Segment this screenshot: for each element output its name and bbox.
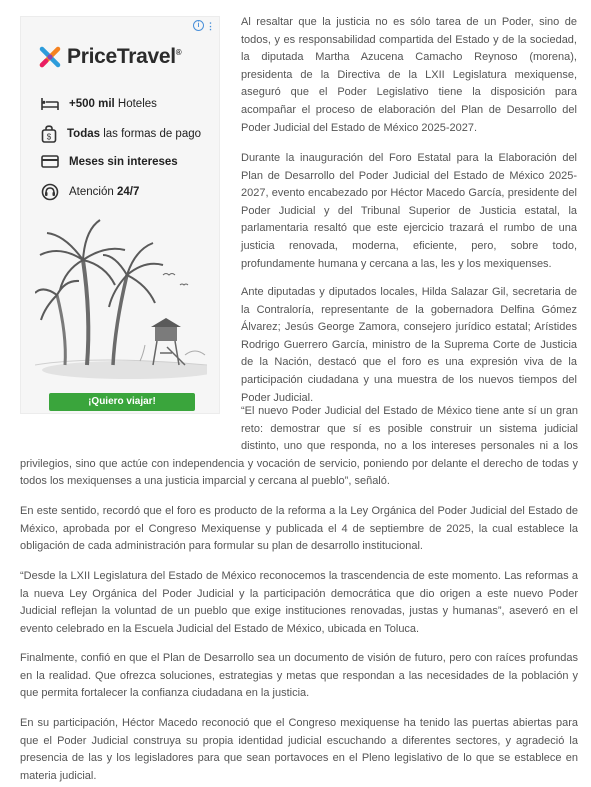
payment-bag-icon <box>41 125 57 143</box>
logo-reg: ® <box>175 48 182 57</box>
credit-card-icon <box>41 155 59 168</box>
article-paragraph-7: Finalmente, confió en que el Plan de Desarrollo sea un documento de visión de futuro, pero con raíces profundas en la realidad. Que ofrezca soluciones, estrategias y metas que respondan a las necesidades de la población y que permita fortalecer la confianza ciudadana en la justicia. <box>20 652 578 700</box>
feature-hotels <box>41 97 157 111</box>
feature-support-bold: 24/7 <box>116 186 140 198</box>
article-paragraph-4: “El nuevo Poder Judicial del Estado de México tiene ante sí un gran reto: demostrar que sí es posible construir un sistema judicial distinto, uno que responda, no a los intereses personales ni a los privilegios, sino que actúe con independencia y vocación de servicio, poniendo por delante el derecho de todas y todos los mexiquenses a una justicia imparcial y cercana al pueblo”, señaló. <box>20 405 578 488</box>
article-paragraph-5: En este sentido, recordó que el foro es producto de la reforma a la Ley Orgánica del Poder Judicial del Estado de México, aprobada por el Congreso Mexiquense y publicada el 4 de septiembre de 2025, la cual establece la obligación de cada administración para formular su plan de desarrollo institucional. <box>20 505 578 553</box>
pricetravel-logo <box>39 45 181 69</box>
info-icon[interactable]: i <box>193 20 204 31</box>
article-paragraph-1: Al resaltar que la justicia no es sólo tarea de un Poder, sino de todos, y es responsabilidad compartida del Estado y de la sociedad, la diputada Martha Azucena Camacho Reynoso (morena), presidenta de la Directiva de la LXII Legislatura mexiquense, aseguró que el Poder Legislativo tiene la disposición para acompañar el proceso de elaboración del Plan de Desarrollo del Poder Judicial del Estado de México 2025-2027. <box>241 16 577 134</box>
article-paragraph-4-block <box>20 403 578 491</box>
quiero-viajar-button[interactable]: ¡Quiero viajar! <box>49 393 195 411</box>
pricetravel-x-icon <box>39 46 61 68</box>
feature-hotels-bold: +500 mil <box>69 98 115 110</box>
headset-icon <box>41 183 59 201</box>
feature-hotels-text: Hoteles <box>114 98 157 110</box>
feature-support <box>41 183 139 201</box>
article-paragraph-2: Durante la inauguración del Foro Estatal para la Elaboración del Plan de Desarrollo del Poder Judicial del Estado de México 2025-2027, evento encabezado por Héctor Macedo García, presidente del Poder Judicial y del Tribunal Superior de Justicia estatal, la parlamentaria resaltó que este ejercicio trazará el rumbo de una justicia renovada, moderna, eficiente, pero, sobre todo, profundamente humana y cercana a las, les y los mexiquenses. <box>241 152 577 270</box>
logo-brand: PriceTravel <box>67 45 176 68</box>
article-paragraph-8: En su participación, Héctor Macedo reconoció que el Congreso mexiquense ha tenido las puertas abiertas para que el Poder Judicial construya su propia identidad judicial escuchando a diferentes sectores, y agradeció la presencia de las y los legisladores para que sean portavoces en el Pleno legislativo de lo que se establece en materia judicial. <box>20 717 578 782</box>
ad-float-spacer <box>20 403 241 455</box>
ad-choices[interactable] <box>193 20 215 31</box>
feature-payment-bold: Todas <box>67 128 101 140</box>
palm-beach-illustration <box>35 215 207 385</box>
feature-months <box>41 155 178 168</box>
feature-support-pre: Atención <box>69 186 117 198</box>
feature-months-bold: Meses sin intereses <box>69 155 178 168</box>
advertisement-banner[interactable] <box>20 16 220 414</box>
feature-payment-text: las formas de pago <box>100 128 202 140</box>
article-paragraph-6: “Desde la LXII Legislatura del Estado de México reconocemos la trascendencia de este momento. Las reformas a la nueva Ley Orgánica del Poder Judicial y la participación democrática que dio origen a este nuevo Poder Judicial reflejan la voluntad de un pueblo que exige instituciones renovadas, justas y humanas”, aseveró en el evento celebrado en la Escuela Judicial del Estado de México, ubicada en Toluca. <box>20 570 578 635</box>
article-paragraph-3: Ante diputadas y diputados locales, Hilda Salazar Gil, secretaria de la Contraloría, representante de la gobernadora Delfina Gómez Álvarez; Jesús George Zamora, consejero jurídico estatal; Arístides Rodrigo Guerrero García, ministro de la Suprema Corte de Justicia de la Nación, destacó que el foro es una expresión viva de la participación ciudadana y una muestra de los nuevos tiempos del Poder Judicial. <box>241 286 577 404</box>
bed-icon <box>41 97 59 111</box>
feature-payment <box>41 125 201 143</box>
svg-text:$: $ <box>46 132 52 142</box>
more-options-icon[interactable]: ⋮ <box>206 20 215 31</box>
